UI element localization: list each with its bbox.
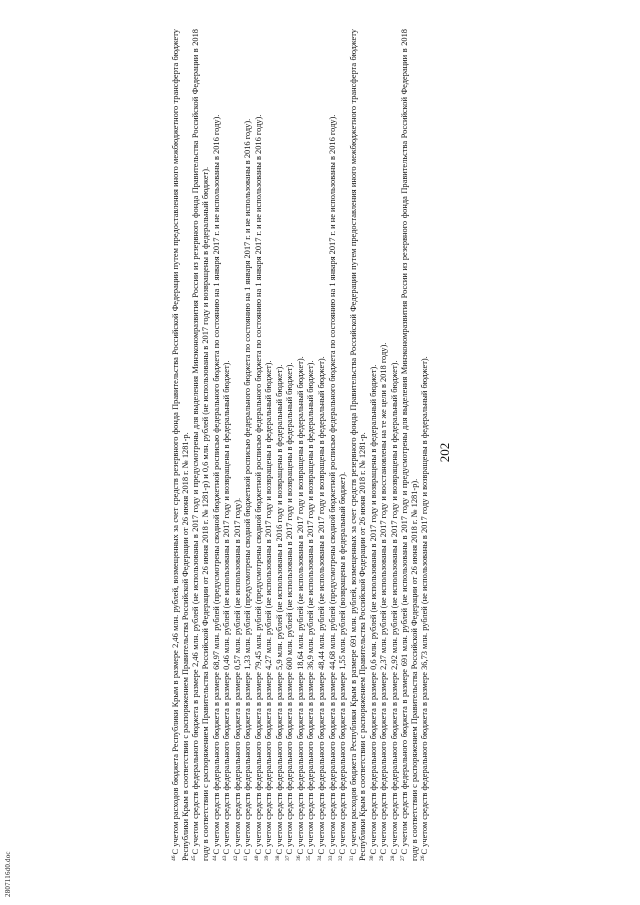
footnote-number: 36 bbox=[295, 855, 302, 861]
footnote-text: С учетом средств федерального бюджета в размере 79,45 млн. рублей (предусмотрены сводной бюджетной росписью федерального бюджета по состоянию на 1 января 2017 г. и не использованы в 2016 году). bbox=[253, 114, 263, 855]
footnote-number: 27 bbox=[400, 855, 407, 861]
footnote bbox=[316, 29, 327, 861]
footnote bbox=[348, 29, 368, 861]
footnote-text: С учетом средств федерального бюджета в размере 1,33 млн. рублей (предусмотрены сводной бюджетной росписью федерального бюджета по состоянию на 1 января 2017 г. и не использованы в 2016 году). bbox=[243, 118, 253, 855]
footnote-text: С учетом средств федерального бюджета в размере 4,27 млн. рублей (не использованы в 2017 году и возвращены в федеральный бюджет). bbox=[264, 360, 274, 855]
footnote bbox=[399, 29, 419, 861]
footnote-number: 37 bbox=[285, 855, 292, 861]
footnote-text: С учетом средств федерального бюджета в размере 68,97 млн. рублей (предусмотрены сводной бюджетной росписью федерального бюджета по состоянию на 1 января 2017 г. и не использованы в 2016 году). bbox=[211, 114, 221, 855]
footnote bbox=[284, 29, 295, 861]
footnote bbox=[378, 29, 389, 861]
footnote bbox=[305, 29, 316, 861]
footnote-text: С учетом средств федерального бюджета в размере 0,57 млн. рублей (не использованы в 2017 году). bbox=[232, 497, 242, 855]
footnote bbox=[337, 29, 348, 861]
footnote-number: 26 bbox=[420, 855, 427, 861]
footnote-number: 40 bbox=[253, 855, 260, 861]
footnote-text: С учетом средств федерального бюджета в размере 1,55 млн. рублей (возвращены в федеральный бюджет). bbox=[338, 471, 348, 855]
document-id: 2807116d0.doc bbox=[4, 851, 12, 897]
footnote-text: С учетом расходов бюджета Республики Крым в размере 691 млн. рублей, возмещенных за счет средств резервного фонда Правительства Российской Федерации путем предоставления иного межбюджетного трансферта бюджету Республики Крым в соответствии с распоряжением Правительства Российской Федерации от 26 июня 2018 г. № 1281-р. bbox=[348, 29, 368, 861]
footnote-text: С учетом средств федерального бюджета в размере 36,9 млн. рублей (не использованы в 2017 году и возвращены в федеральный бюджет). bbox=[306, 360, 316, 855]
footnote-text: С учетом средств федерального бюджета в размере 18,64 млн. рублей (не использованы в 2017 году и возвращены в федеральный бюджет). bbox=[295, 356, 305, 855]
footnote-number: 31 bbox=[348, 855, 355, 861]
footnote-number: 33 bbox=[327, 855, 334, 861]
footnote-number: 28 bbox=[389, 855, 396, 861]
footnote-text: С учетом средств федерального бюджета в размере 2,46 млн. рублей (не использованы в 2017 году и предусмотрены для выделения Минэкономразвития России из резервного фонда Правительства Российской Федерации в 2018 году в соответствии с распоряжением Правительства Российской Федерации от 26 июня 2018 г. № 1281-р) и 0,6 млн. рублей (не использованы в 2017 году и возвращены в федеральный бюджет). bbox=[191, 29, 210, 861]
footnote-text: С учетом средств федерального бюджета в размере 2,37 млн. рублей (не использованы в 2017 году и восстановлены на те же цели в 2018 году). bbox=[379, 342, 389, 855]
footnote-number: 43 bbox=[222, 855, 229, 861]
footnote bbox=[327, 29, 338, 861]
footnote bbox=[211, 29, 222, 861]
footnote bbox=[232, 29, 243, 861]
footnote-number: 44 bbox=[211, 855, 218, 861]
footnote-number: 34 bbox=[316, 855, 323, 861]
footnotes-block bbox=[37, 29, 430, 861]
footnote-text: С учетом средств федерального бюджета в размере 48,44 млн. рублей (не использованы в 2017 году и возвращены в федеральный бюджет). bbox=[316, 356, 326, 855]
footnote bbox=[368, 29, 379, 861]
footnote bbox=[389, 29, 400, 861]
footnote-number: 46 bbox=[171, 855, 178, 861]
footnote-number: 39 bbox=[264, 855, 271, 861]
footnote-number: 42 bbox=[232, 855, 239, 861]
footnote-text: С учетом средств федерального бюджета в размере 0,46 млн. рублей (не использованы в 2017 году и возвращены в федеральный бюджет). bbox=[222, 360, 232, 855]
footnote-number: 38 bbox=[274, 855, 281, 861]
footnote bbox=[274, 29, 285, 861]
footnote-number: 29 bbox=[379, 855, 386, 861]
footnote bbox=[263, 29, 274, 861]
page-number: 202 bbox=[437, 442, 452, 463]
footnote bbox=[419, 29, 430, 861]
footnote-text: С учетом средств федерального бюджета в размере 691 млн. рублей (не использованы в 2017 году и предусмотрены для выделения Минэкономразвития России из резервного фонда Правительства Российской Федерации в 2018 году в соответствии с распоряжением Правительства Российской Федерации от 26 июня 2018 г. № 1281-р). bbox=[400, 29, 419, 861]
footnote bbox=[221, 29, 232, 861]
footnote-text: С учетом средств федерального бюджета в размере 0,6 млн. рублей (не использованы в 2017 году и возвращены в федеральный бюджет). bbox=[368, 364, 378, 855]
footnote-text: С учетом средств федерального бюджета в размере 2,92 млн. рублей (не использованы в 2017 году и возвращены в федеральный бюджет). bbox=[389, 360, 399, 855]
footnote bbox=[190, 29, 210, 861]
footnote-number: 35 bbox=[306, 855, 313, 861]
footnote-number: 32 bbox=[338, 855, 345, 861]
footnote-text: С учетом средств федерального бюджета в размере 5,9 млн. рублей (не использованы в 2016 году и возвращены в федеральный бюджет). bbox=[274, 364, 284, 855]
footnote bbox=[242, 29, 253, 861]
footnote bbox=[295, 29, 306, 861]
footnote bbox=[253, 29, 264, 861]
footnote-text: С учетом расходов бюджета Республики Крым в размере 2,46 млн. рублей, возмещенных за счет средств резервного фонда Правительства Российской Федерации путем предоставления иного межбюджетного трансферта бюджету Республики Крым в соответствии с распоряжением Правительства Российской Федерации от 26 июня 2018 г. № 1281-р. bbox=[171, 29, 190, 861]
footnote-number: 41 bbox=[243, 855, 250, 861]
footnote bbox=[170, 29, 190, 861]
footnote-number: 30 bbox=[368, 855, 375, 861]
footnote-text: С учетом средств федерального бюджета в размере 36,73 млн. рублей (не использованы в 2017 году и возвращены в федеральный бюджет). bbox=[420, 356, 430, 855]
footnote-number: 45 bbox=[191, 855, 198, 861]
footnote-text: С учетом средств федерального бюджета в размере 44,68 млн. рублей (предусмотрены сводной бюджетной росписью федерального бюджета по состоянию на 1 января 2017 г. и не использованы в 2016 году). bbox=[327, 114, 337, 855]
footnote-text: С учетом средств федерального бюджета в размере 600 млн. рублей (не использованы в 2017 году и возвращены в федеральный бюджет). bbox=[285, 362, 295, 855]
